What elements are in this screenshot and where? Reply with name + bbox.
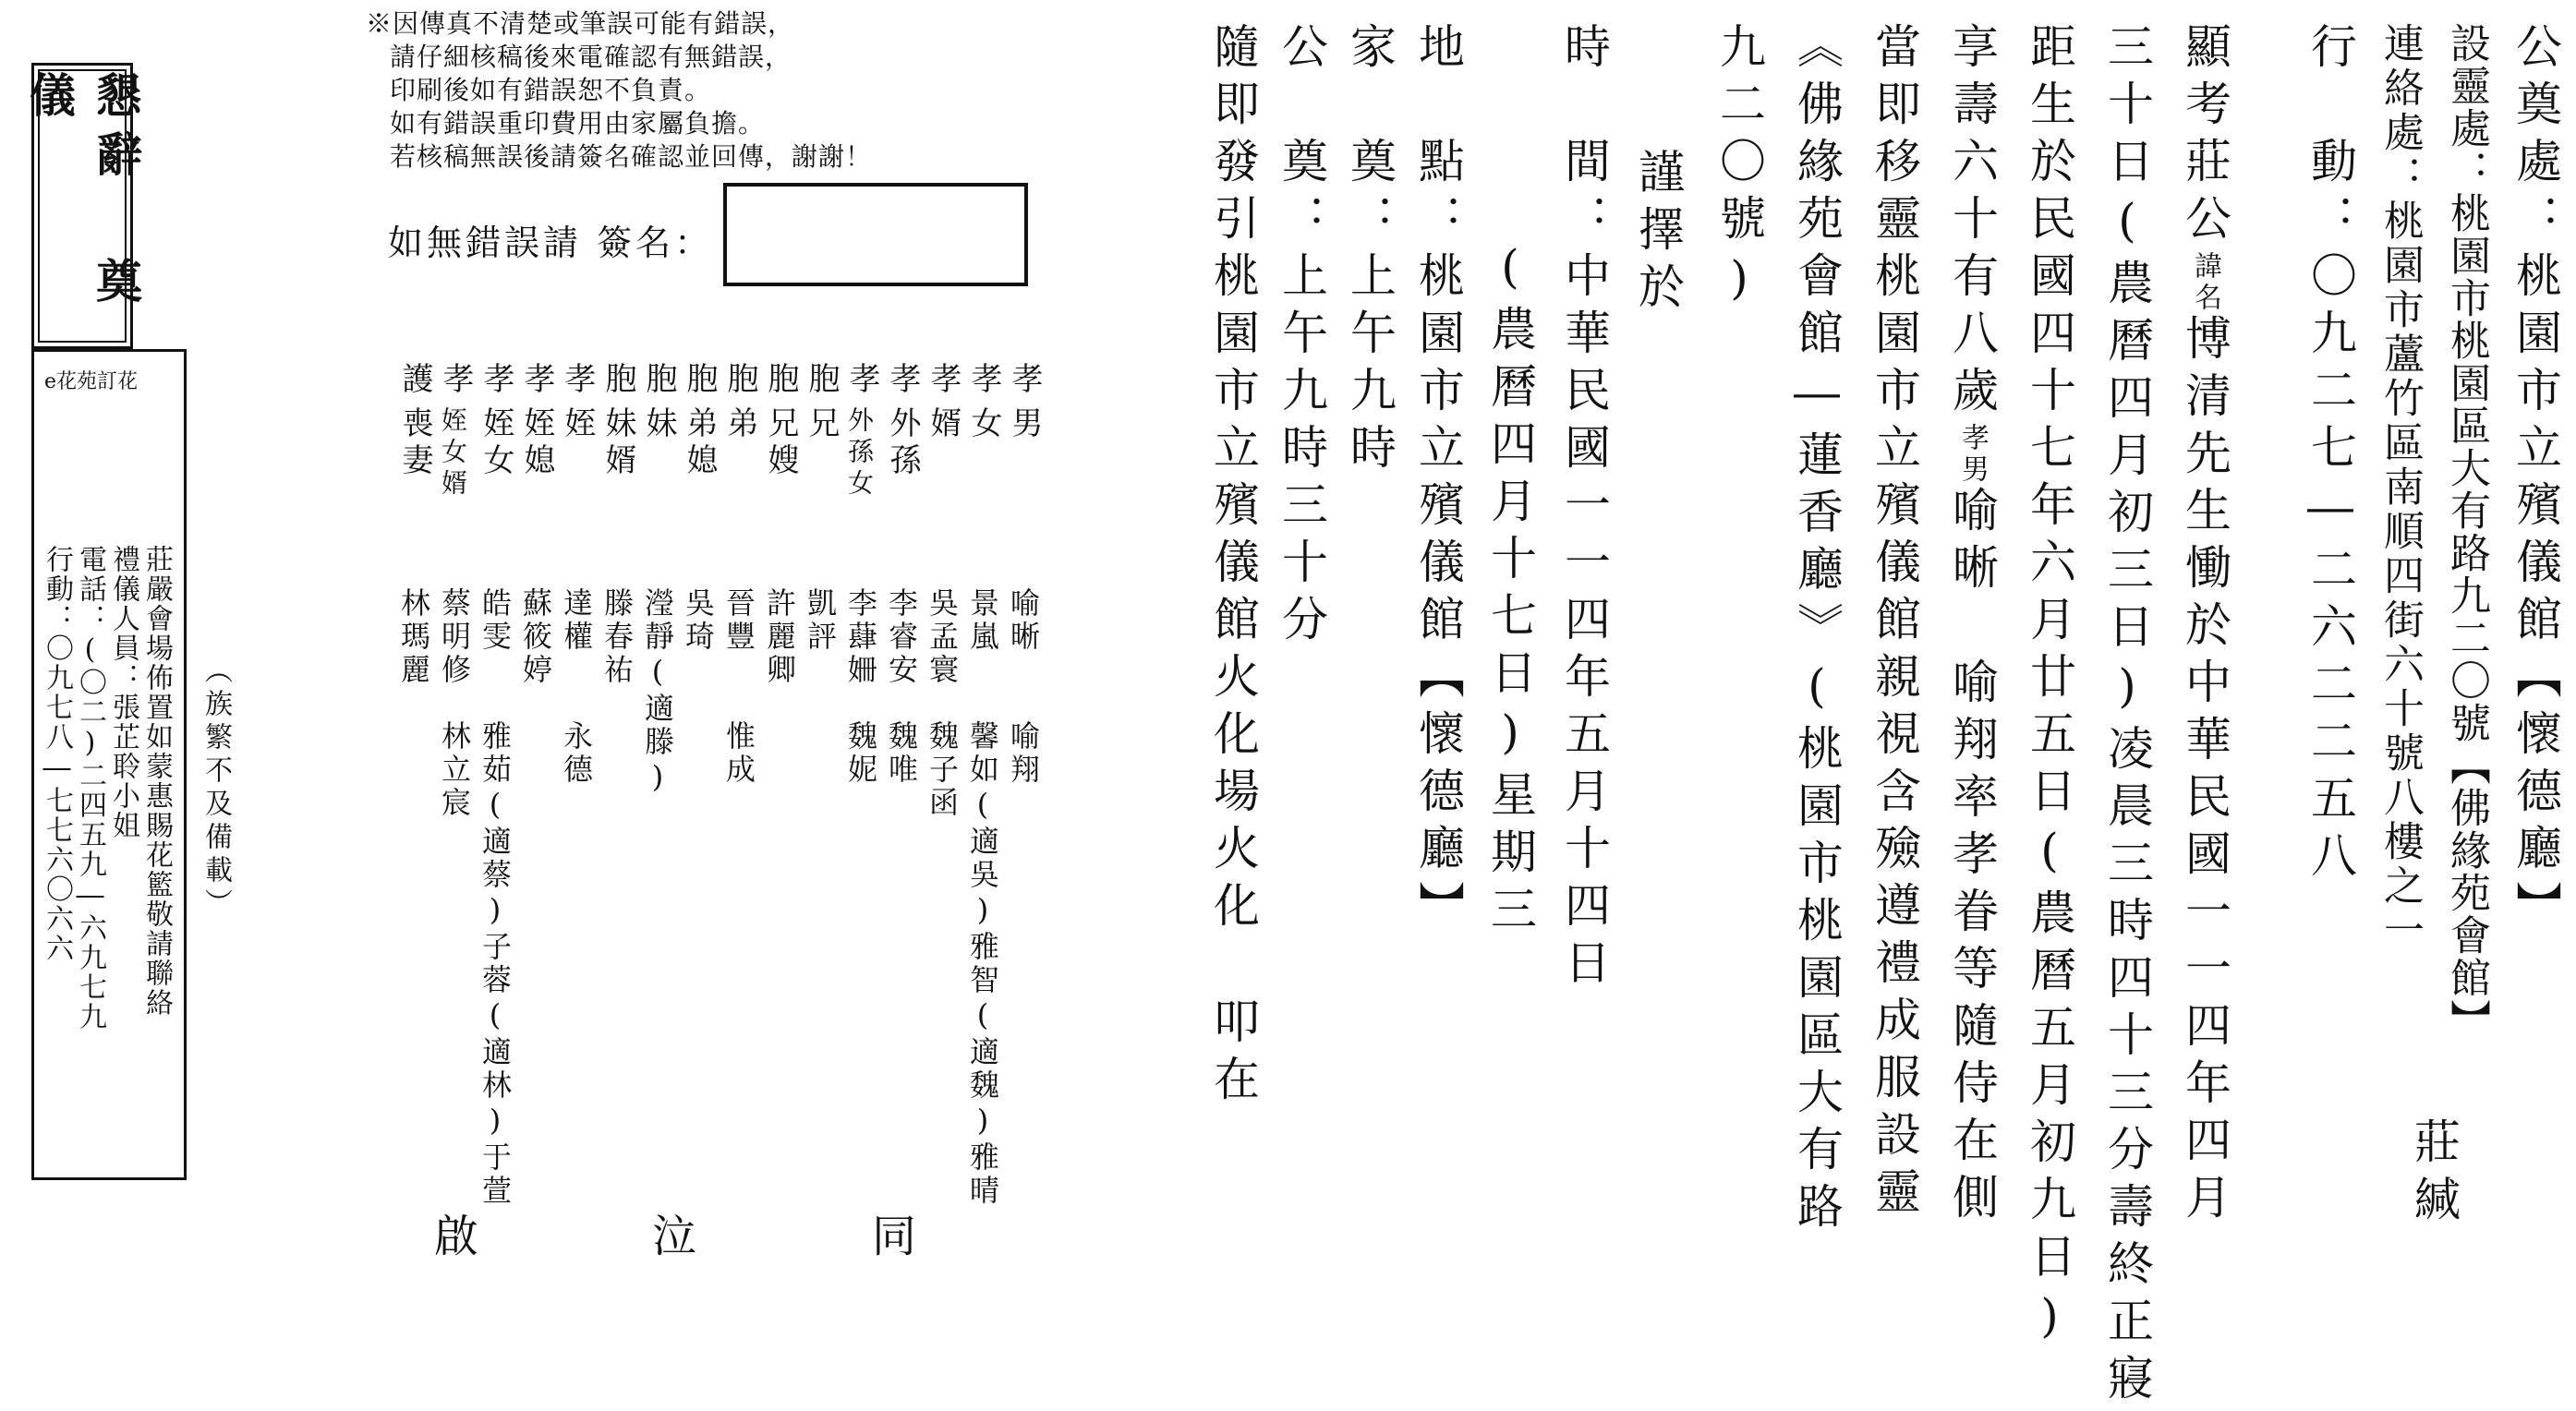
notice-line-1: ※因傳真不清楚或筆誤可能有錯誤，: [366, 8, 795, 39]
title-box: [22, 63, 143, 349]
family-role: 孝: [1006, 362, 1043, 399]
family-relation: 弟: [721, 406, 758, 443]
ceremony-place: 地 點：桃園市立殯儀館【懷德廳】: [1411, 22, 1465, 938]
family-role: 孝: [518, 362, 555, 399]
family-role: 孝: [925, 362, 961, 399]
notice-line-5: 若核稿無誤後請簽名確認並回傳，謝謝！: [390, 141, 873, 172]
family-relation: 兄: [803, 406, 840, 443]
family-seal: 莊緘: [2407, 1117, 2461, 1232]
closing-word-2: 泣: [652, 1211, 697, 1262]
family-relation: 外孫: [884, 406, 921, 480]
family-role: 孝: [437, 362, 474, 399]
family-relation: 姪女: [478, 406, 514, 480]
family-names: 蘇筱婷: [518, 587, 553, 687]
family-names: 林瑪麗: [396, 587, 431, 687]
family-role: 孝: [559, 362, 596, 399]
notice-line-hall: 《佛緣苑會館―蓮香廳》(桃園市桃園區大有路: [1790, 22, 1844, 1239]
family-relation: 婿: [925, 406, 961, 443]
family-relation: 妹婿: [599, 406, 636, 480]
clan-note: （族繁不及備載）: [200, 656, 232, 922]
notice-line-age: 享壽六十有八歲孝男喻晰 喻翔率孝眷等隨侍在側: [1945, 22, 1999, 1230]
family-role: 胞: [681, 362, 718, 399]
family-relation: 女: [965, 406, 1002, 443]
family-role: 護: [396, 362, 433, 399]
notice-line-death-time: 三十日(農曆四月初三日)凌晨三時四十三分壽終正寢: [2100, 22, 2154, 1411]
family-role: 胞: [803, 362, 840, 399]
florist-line-2: 禮儀人員：張芷聆小姐: [107, 545, 139, 840]
family-relation: 姪媳: [518, 406, 555, 480]
contact-address: 連絡處：桃園市蘆竹區南順四街六十號八樓之一: [2376, 22, 2424, 953]
family-names: 喻晰 喻翔: [1006, 587, 1041, 787]
family-names: 吳孟寰 魏子函: [925, 587, 960, 820]
notice-line-birth: 距生於民國四十七年六月廿五日(農曆五月初九日): [2023, 22, 2076, 1354]
notice-line-hall-address: 九二〇號): [1712, 22, 1766, 316]
family-relation: 外孫女: [844, 406, 875, 500]
family-rite-time: 家 奠：上午九時: [1343, 22, 1397, 480]
notice-line-wake: 當即移靈桃園市立殯儀館親視含殮遵禮成服設靈: [1868, 22, 1921, 1224]
closing-word-3: 同: [872, 1211, 917, 1262]
family-names: 吳琦: [681, 587, 716, 654]
family-names: 瀅靜(適滕): [640, 587, 675, 798]
cremation-notice-end: 叩在: [1206, 997, 1260, 1112]
family-relation: 喪妻: [396, 406, 433, 480]
signature-label: 如無錯誤請 簽名：: [388, 223, 714, 263]
contact-mobile: 行 動：〇九二七―二六二二五八: [2304, 22, 2357, 888]
family-role: 胞: [762, 362, 799, 399]
family-role: 孝: [843, 362, 880, 399]
notice-line-4: 如有錯誤重印費用由家屬負擔。: [390, 108, 766, 139]
notice-line-deceased: 顯考莊公諱名博清先生慟於中華民國一一四年四月: [2178, 22, 2231, 1230]
family-role: 胞: [640, 362, 677, 399]
family-names: 晉豐 惟成: [721, 587, 756, 787]
family-names: 皓雯 雅茹(適蔡)子蓉(適林)于萱: [478, 587, 513, 1208]
florist-header: e花苑訂花: [44, 370, 139, 393]
family-relation: 男: [1006, 406, 1043, 443]
family-relation: 姪女婿: [438, 406, 468, 500]
family-relation: 妹: [640, 406, 677, 443]
family-names: 凱評: [803, 587, 838, 654]
family-relation: 兄嫂: [762, 406, 799, 480]
family-role: 胞: [721, 362, 758, 399]
family-role: 孝: [478, 362, 514, 399]
notice-line-2: 請仔細核稿後來電確認有無錯誤，: [390, 42, 792, 72]
family-relation: 弟媳: [681, 406, 718, 480]
family-names: 許麗卿: [762, 587, 797, 687]
florist-line-1: 莊嚴會場佈置如蒙惠賜花籃敬請聯絡: [140, 545, 173, 1018]
cremation-notice: 隨即發引桃園市立殯儀館火化場火化: [1206, 22, 1260, 938]
signature-box[interactable]: [723, 183, 1028, 286]
notice-line-schedule-intro: 謹擇於: [1631, 148, 1685, 320]
notice-line-3: 印刷後如有錯誤恕不負責。: [390, 75, 712, 105]
public-rite-time: 公 奠：上午九時三十分: [1275, 22, 1328, 652]
memorial-hall-location: 設靈處：桃園市桃園區大有路九二〇號【佛緣苑會館】: [2443, 22, 2490, 1042]
family-names: 李蕼姍 魏妮: [843, 587, 878, 787]
florist-line-3: 電話：(〇二)二四五九―六九七九: [74, 545, 106, 1031]
closing-word-1: 啟: [434, 1211, 479, 1262]
ceremony-lunar-date: (農曆四月十七日)星期三: [1483, 240, 1537, 942]
family-names: 達權 永德: [559, 587, 594, 787]
page-title: 懇辭 奠儀: [38, 69, 127, 343]
family-names: 蔡明修 林立宸: [437, 587, 472, 820]
ceremony-date: 時 間：中華民國一一四年五月十四日: [1557, 22, 1611, 995]
family-role: 孝: [965, 362, 1002, 399]
florist-line-4: 行動：〇九七八―七七六〇六六: [41, 545, 73, 963]
public-rite-location: 公奠處：桃園市立殯儀館【懷德廳】: [2509, 22, 2562, 938]
family-role: 胞: [599, 362, 636, 399]
family-relation: 姪: [559, 406, 596, 443]
family-names: 李睿安 魏唯: [884, 587, 919, 787]
family-names: 景嵐 馨如(適吳)雅智(適魏)雅晴: [965, 587, 1000, 1208]
family-names: 滕春祐: [599, 587, 635, 687]
family-role: 孝: [884, 362, 921, 399]
